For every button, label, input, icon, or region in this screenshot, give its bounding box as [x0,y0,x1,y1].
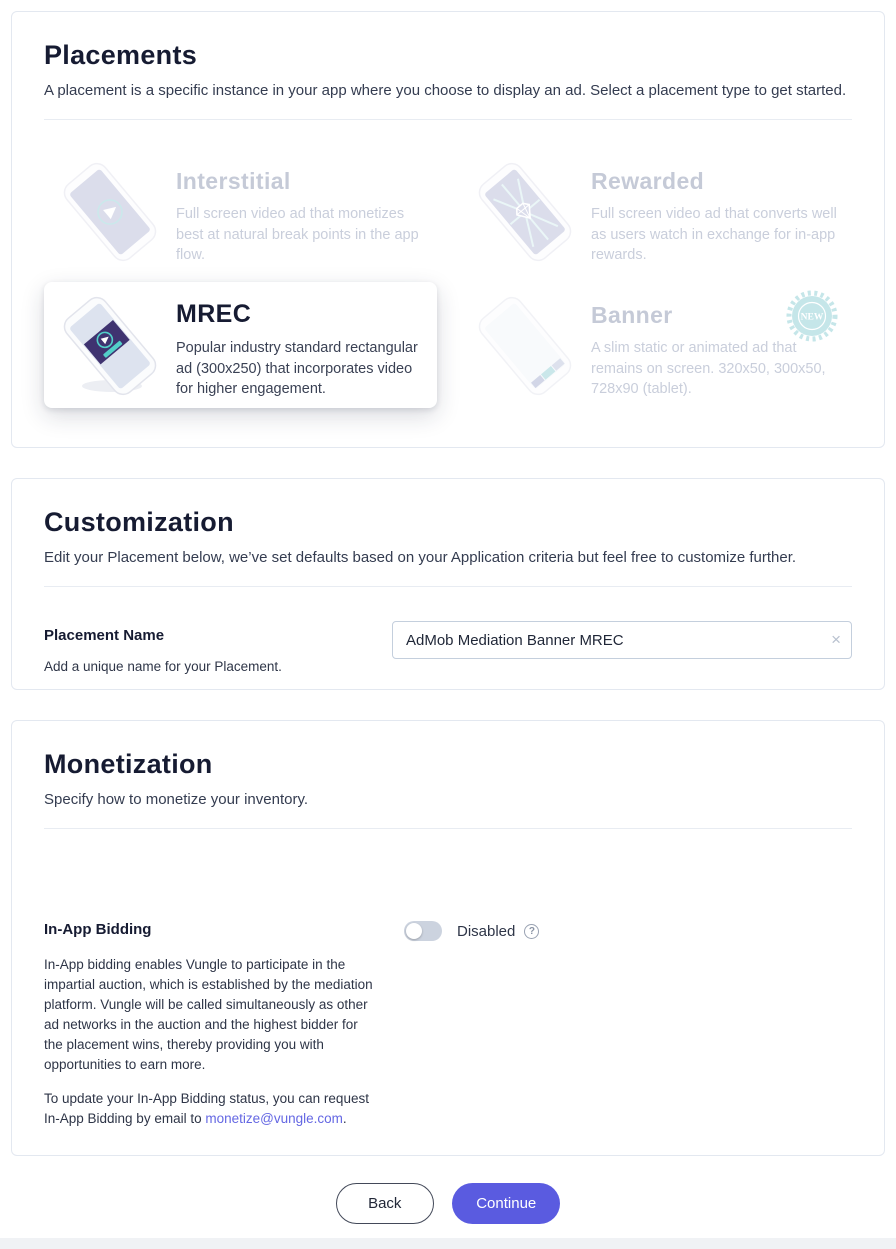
monetization-subtitle: Specify how to monetize your inventory. [44,791,309,808]
interstitial-desc: Full screen video ad that monetizes best at natural break points in the app flow. [176,206,419,264]
mrec-phone-icon [58,294,162,398]
placement-name-input[interactable] [392,621,852,659]
customization-subtitle: Edit your Placement below, we’ve set defaults based on your Application criteria but feel free to customize further. [44,549,797,566]
rewarded-title: Rewarded [591,168,705,194]
placements-card [11,11,885,448]
placements-title: Placements [44,40,198,70]
banner-title: Banner [591,302,673,328]
in-app-bidding-update-note [44,1089,374,1129]
placement-type-banner[interactable] [459,282,852,408]
update-note-period: . [342,1110,347,1126]
in-app-bidding-toggle[interactable] [404,921,442,941]
update-note-text: To update your In-App Bidding status, you can request In-App Bidding by email to [44,1090,369,1126]
help-icon[interactable]: ? [524,924,539,939]
monetize-email-link[interactable]: monetize@vungle.com [205,1110,343,1126]
clear-input-icon[interactable]: × [831,630,841,649]
bottom-strip [0,1238,896,1249]
interstitial-text [176,160,423,266]
rewarded-phone-icon [473,160,577,264]
mrec-title: MREC [176,300,252,328]
placement-name-helper: Add a unique name for your Placement. [44,659,282,674]
monetization-title: Monetization [44,749,213,779]
placement-name-label: Placement Name [44,627,165,644]
svg-text:NEW: NEW [800,312,824,323]
placement-name-labels [44,621,282,674]
placement-type-grid [44,148,852,408]
customization-title: Customization [44,507,234,537]
placement-type-interstitial[interactable] [44,148,437,274]
banner-desc: A slim static or animated ad that remains on screen. 320x50, 300x50, 728x90 (tablet). [591,340,826,398]
placement-name-row [44,621,852,674]
monetization-card [11,720,885,1156]
placements-divider [44,119,852,120]
in-app-bidding-description: In-App bidding enables Vungle to participate in the impartial auction, which is established by the mediation platform. Vungle will be called simultaneously as other ad networks in the auction and the highest bidder for the placement wins, thereby providing you with opportunities to earn more. [44,957,373,1072]
mrec-desc: Popular industry standard rectangular ad (300x250) that incorporates video for higher engagement. [176,340,418,398]
placement-type-mrec[interactable] [44,282,437,408]
in-app-bidding-control [404,919,539,943]
placement-name-input-wrap [392,621,852,659]
customization-divider [44,586,852,587]
rewarded-desc: Full screen video ad that converts well as users watch in exchange for in-app rewards. [591,206,837,264]
interstitial-title: Interstitial [176,168,291,194]
footer-actions [0,1183,896,1224]
in-app-bidding-status: Disabled [457,922,516,940]
in-app-bidding-label: In-App Bidding [44,921,152,938]
in-app-bidding-row [44,921,852,1129]
customization-card [11,478,885,690]
back-button[interactable]: Back [336,1183,434,1224]
continue-button[interactable]: Continue [452,1183,560,1224]
monetization-divider [44,828,852,829]
new-badge-icon [786,290,838,342]
placements-subtitle: A placement is a specific instance in your app where you choose to display an ad. Select a placement type to get started. [44,82,847,99]
banner-phone-icon [473,294,577,398]
interstitial-phone-icon [58,160,162,264]
toggle-knob [406,923,422,939]
placement-type-rewarded[interactable] [459,148,852,274]
mrec-text [176,294,423,400]
rewarded-text [591,160,838,266]
placement-setup-page [0,11,896,1249]
in-app-bidding-text [44,921,374,1129]
